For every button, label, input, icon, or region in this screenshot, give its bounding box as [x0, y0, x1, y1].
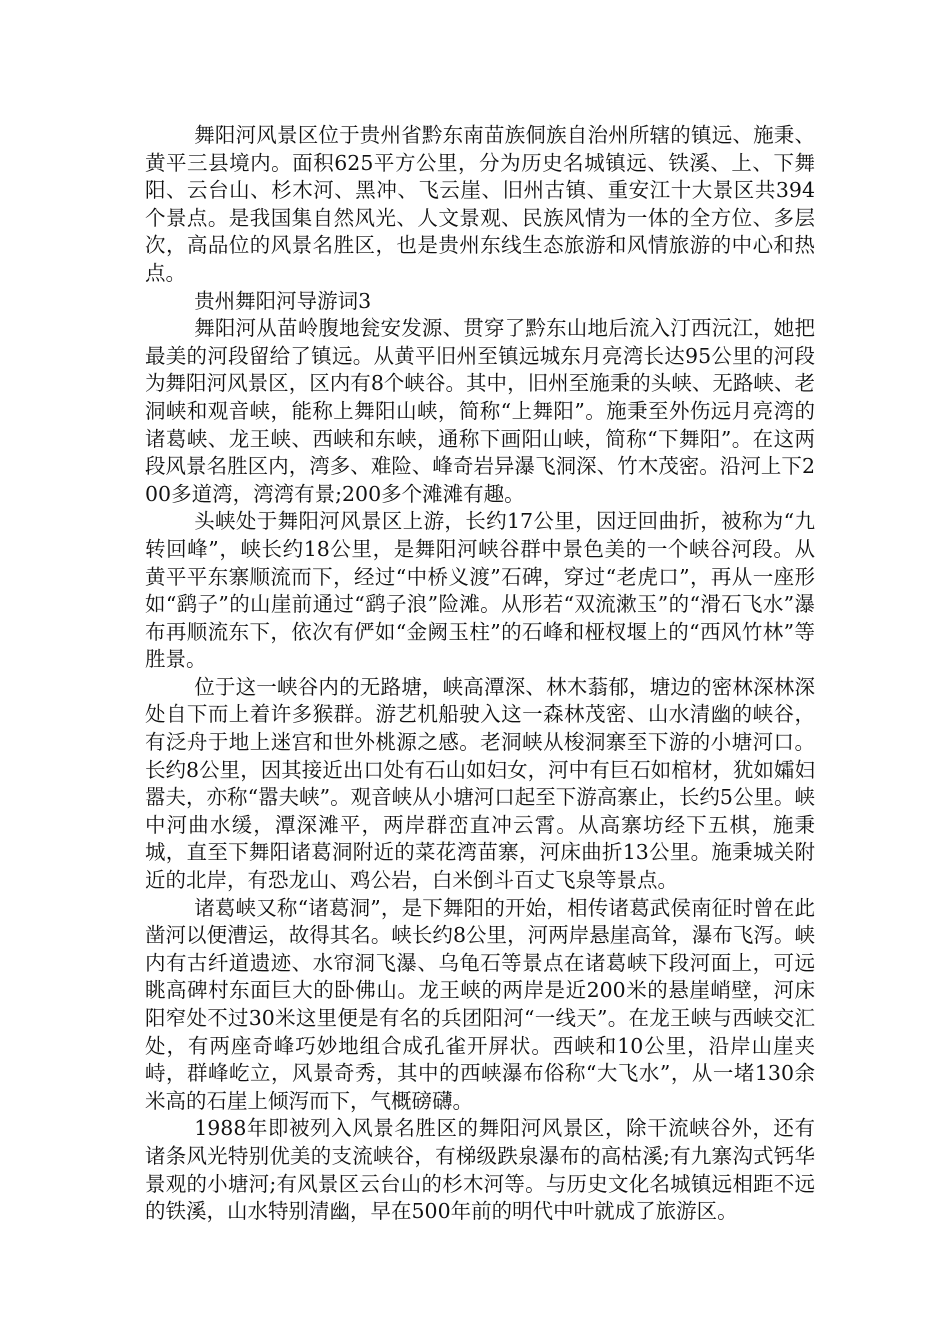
paragraph-zhugexia: 诸葛峡又称“诸葛洞”，是下舞阳的开始，相传诸葛武侯南征时曾在此凿河以便漕运，故得其名。峡长约8公里，河两岸悬崖高耸，瀑布飞泻。峡内有古纤道遗迹、水帘洞飞瀑、乌龟石等景点在诸葛峡下段河面上，可远眺高碑村东面巨大的卧佛山。龙王峡的两岸是近200米的悬崖峭壁，河床阳窄处不过30米这里便是有名的兵团阳河“一线天”。在龙王峡与西峡交汇处，有两座奇峰巧妙地组合成孔雀开屏状。西峡和10公里，沿岸山崖夹峙，群峰屹立，风景奇秀，其中的西峡瀑布俗称“大飞水”，从一堵130余米高的石崖上倾泻而下，气概磅礴。 [145, 895, 815, 1113]
section-heading: 贵州舞阳河导游词3 [194, 288, 372, 313]
paragraph-touxia: 头峡处于舞阳河风景区上游，长约17公里，因迂回曲折，被称为“九转回峰”，峡长约18公里，是舞阳河峡谷群中景色美的一个峡谷河段。从黄平平东寨顺流而下，经过“中桥义渡”石碑，穿过“老虎口”，再从一座形如“鹞子”的山崖前通过“鹞子浪”险滩。从形若“双流漱玉”的“滑石飞水”瀑布再顺流东下，依次有俨如“金阙玉柱”的石峰和桠杈堰上的“西风竹林”等胜景。 [145, 509, 815, 672]
document-body [145, 122, 815, 1226]
paragraph-wulutang: 位于这一峡谷内的无路塘，峡高潭深、林木蓊郁，塘边的密林深林深处自下而上着许多猴群。游艺机船驶入这一森林茂密、山水清幽的峡谷，有泛舟于地上迷宫和世外桃源之感。老洞峡从梭洞寨至下游的小塘河口。长约8公里，因其接近出口处有石山如妇女，河中有巨石如棺材，犹如孀妇嚣夫，亦称“嚣夫峡”。观音峡从小塘河口起至下游高寨止，长约5公里。峡中河曲水缓，潭深滩平，两岸群峦直冲云霄。从高寨坊经下五棋，施秉城，直至下舞阳诸葛洞附近的菜花湾苗寨，河床曲折13公里。施秉城关附近的北岸，有恐龙山、鸡公岩，白米倒斗百丈飞泉等景点。 [145, 674, 815, 893]
paragraph-intro: 舞阳河风景区位于贵州省黔东南苗族侗族自治州所辖的镇远、施秉、黄平三县境内。面积625平方公里，分为历史名城镇远、铁溪、上、下舞阳、云台山、杉木河、黑冲、飞云崖、旧州古镇、重安江十大景区共394个景点。是我国集自然风光、人文景观、民族风情为一体的全方位、多层次，高品位的风景名胜区，也是贵州东线生态旅游和风情旅游的中心和热点。 [145, 123, 815, 285]
paragraph-overview: 舞阳河从苗岭腹地瓮安发源、贯穿了黔东山地后流入汀西沅江，她把最美的河段留给了镇远。从黄平旧州至镇远城东月亮湾长达95公里的河段为舞阳河风景区，区内有8个峡谷。其中，旧州至施秉的头峡、无路峡、老洞峡和观音峡，能称上舞阳山峡，简称“上舞阳”。施秉至外伤远月亮湾的诸葛峡、龙王峡、西峡和东峡，通称下画阳山峡，简称“下舞阳”。在这两段风景名胜区内，湾多、难险、峰奇岩异瀑飞洞深、竹木茂密。沿河上下200多道湾，湾湾有景;200多个滩滩有趣。 [145, 316, 815, 506]
paragraph-tributaries: 1988年即被列入风景名胜区的舞阳河风景区，除干流峡谷外，还有诸条风光特别优美的支流峡谷，有梯级跌泉瀑布的高枯溪;有九寨沟式钙华景观的小塘河;有风景区云台山的杉木河等。与历史文化名城镇远相距不远的铁溪，山水特别清幽，早在500年前的明代中叶就成了旅游区。 [145, 1116, 815, 1224]
